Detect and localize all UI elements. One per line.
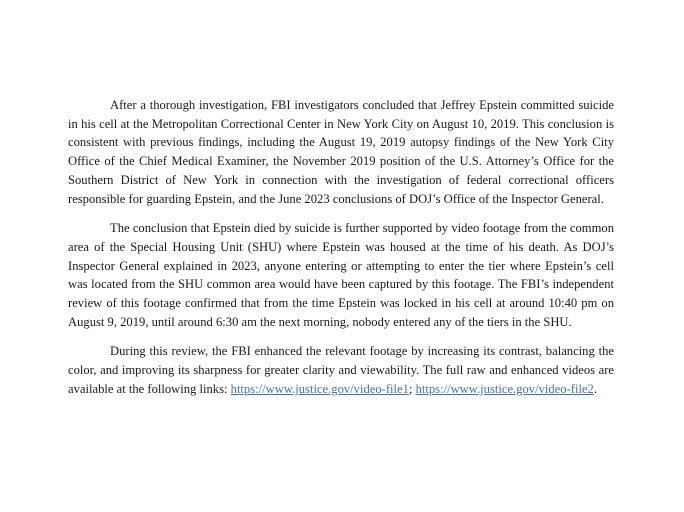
document-body (68, 96, 614, 399)
video-file1-link[interactable]: https://www.justice.gov/video-file1 (230, 381, 409, 396)
paragraph-3 (68, 342, 614, 398)
paragraph-1: After a thorough investigation, FBI investigators concluded that Jeffrey Epstein committed suicide in his cell at the Metropolitan Correctional Center in New York City on August 10, 2019. This conclusion is consistent with previous findings, including the August 19, 2019 autopsy findings of the New York City Office of the Chief Medical Examiner, the November 2019 position of the U.S. Attorney’s Office for the Southern District of New York in connection with the investigation of federal correctional officers responsible for guarding Epstein, and the June 2023 conclusions of DOJ’s Office of the Inspector General. (68, 98, 614, 206)
video-file2-link[interactable]: https://www.justice.gov/video-file2 (415, 381, 594, 396)
paragraph-3-text: During this review, the FBI enhanced the relevant footage by increasing its contrast, balancing the color, and improving its sharpness for greater clarity and viewability. The full raw and enhanced videos are available at the following links: (68, 344, 614, 396)
paragraph-3-end: . (593, 381, 598, 396)
paragraph-2: The conclusion that Epstein died by suicide is further supported by video footage from the common area of the Special Housing Unit (SHU) where Epstein was housed at the time of his death. As DOJ’s Inspector General explained in 2023, anyone entering or attempting to enter the tier where Epstein’s cell was located from the SHU common area would have been captured by this footage. The FBI’s independent review of this footage confirmed that from the time Epstein was locked in his cell at around 10:40 pm on August 9, 2019, until around 6:30 am the next morning, nobody entered any of the tiers in the SHU. (68, 221, 614, 329)
link-separator: ; (408, 381, 416, 396)
